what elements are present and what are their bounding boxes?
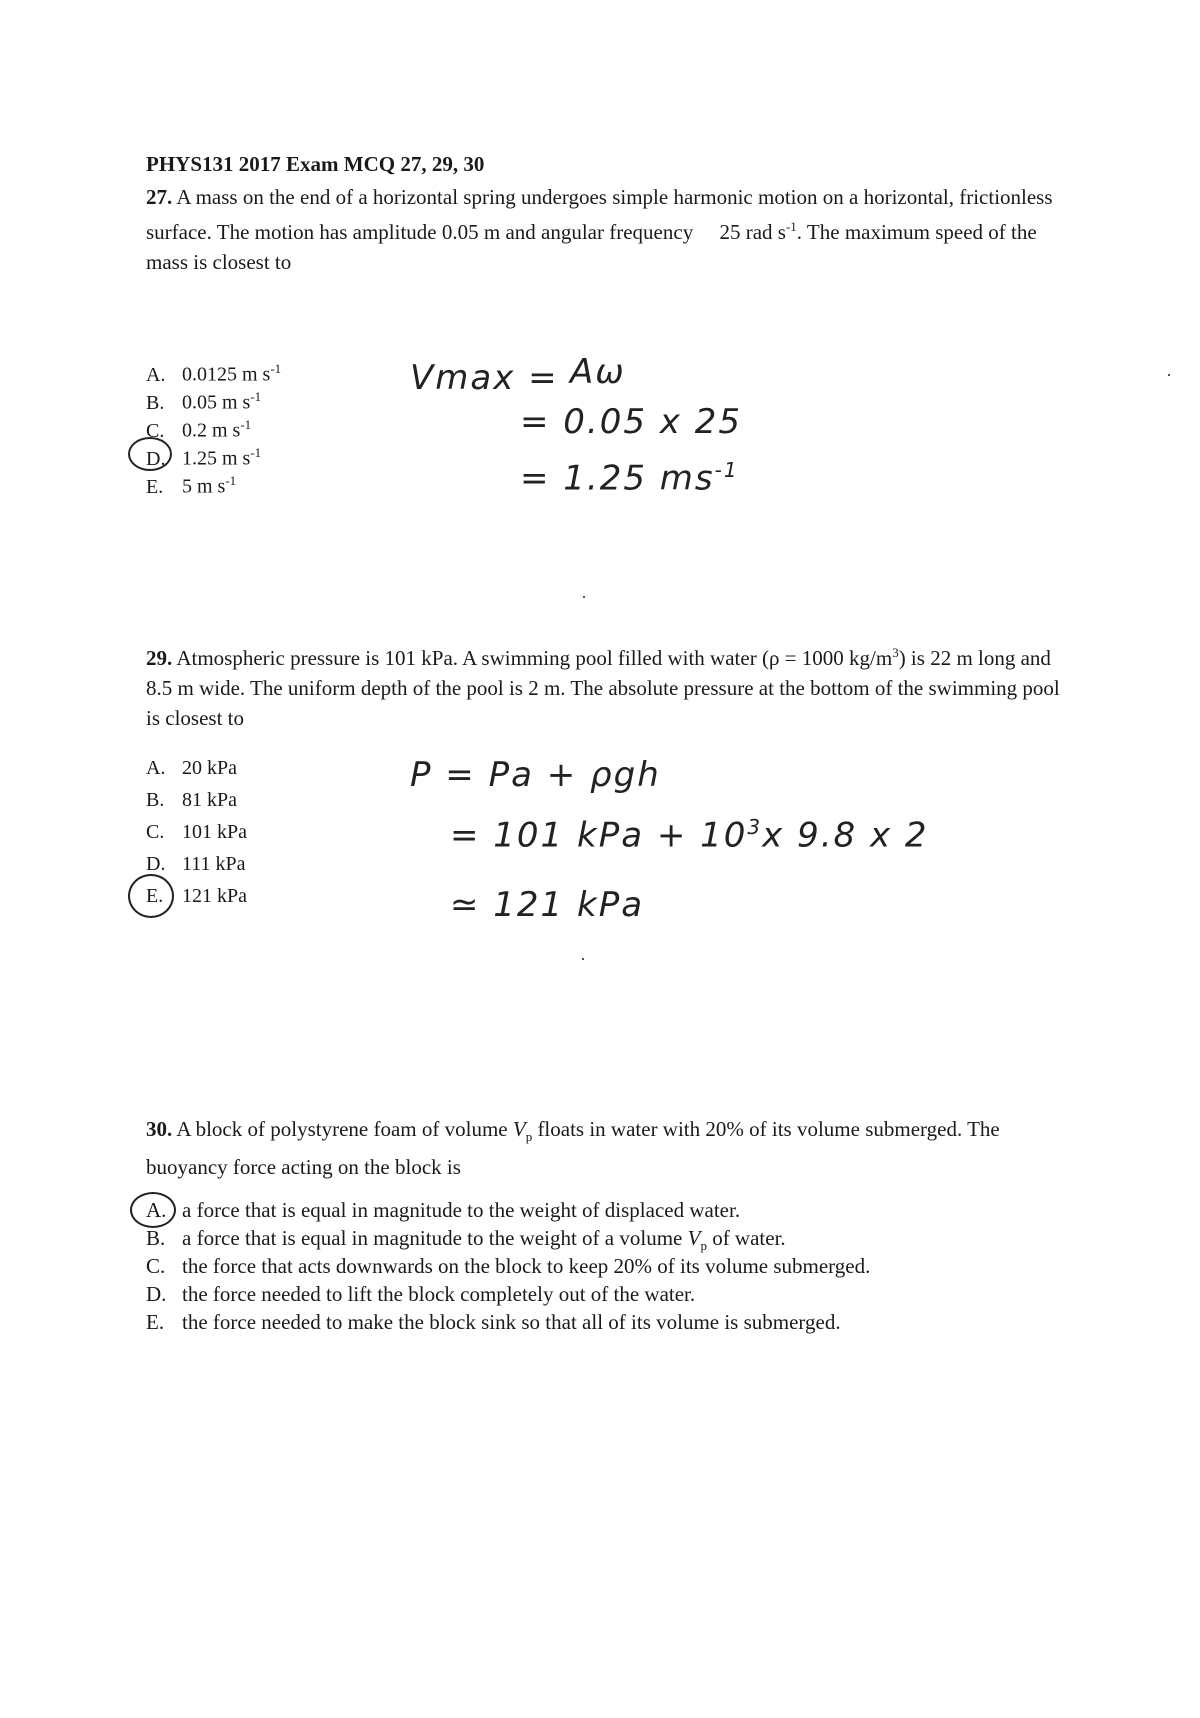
- question-27-frequency-exp: -1: [785, 219, 797, 234]
- question-29-density: ρ = 1000 kg/m: [768, 646, 893, 670]
- question-27-text: [146, 182, 1066, 277]
- scan-speck: [1168, 374, 1170, 376]
- q30-option-c[interactable]: C. the force that acts downwards on the block to keep 20% of its volume submerged.: [146, 1254, 871, 1278]
- q29-work-line3: ≃ 121 kPa: [450, 885, 645, 925]
- page-title: PHYS131 2017 Exam MCQ 27, 29, 30: [146, 152, 485, 176]
- question-29-text: [146, 638, 1066, 733]
- question-30-options: [146, 1196, 870, 1336]
- scan-speck: [582, 958, 584, 960]
- question-30-volume: V: [512, 1117, 526, 1141]
- q29-option-a[interactable]: A. 20 kPa: [146, 757, 237, 779]
- question-30-body-1: A block of polystyrene foam of volume: [176, 1117, 508, 1141]
- question-29-body-1: Atmospheric pressure is 101 kPa. A swimming pool filled with water (: [176, 646, 769, 670]
- q27-work-line1-rhs: Aω: [570, 352, 626, 392]
- question-27-body-1: A mass on the end of a horizontal spring undergoes simple harmonic motion on a horizontal, frictionless surface. The motion has amplitude 0.05 m and angular frequency: [146, 185, 1053, 244]
- q27-option-e[interactable]: E. 5 m $s^{-1}$: [146, 473, 237, 498]
- question-29-body-2: ) is 22 m long and 8.5 m wide. The uniform depth of the pool is 2 m. The absolute pressure at the bottom of the swimming pool is closest to: [146, 646, 1060, 730]
- q27-option-c[interactable]: C. 0.2 m $s^{-1}$: [146, 417, 252, 442]
- question-29-number: 29.: [146, 646, 173, 670]
- q29-option-d[interactable]: D. 111 kPa: [146, 853, 246, 875]
- q29-work-line2: = 101 kPa + $10^3x$ 9.8 x 2: [450, 815, 929, 856]
- q29-option-e[interactable]: E. 121 kPa: [146, 880, 247, 912]
- question-30-volume-sub: p: [525, 1129, 533, 1145]
- q29-option-b[interactable]: B. 81 kPa: [146, 789, 237, 811]
- question-27-options: [146, 355, 282, 498]
- q27-option-b[interactable]: B. 0.05 m $s^{-1}$: [146, 389, 262, 414]
- question-29-density-exp: 3: [892, 645, 899, 660]
- question-27-frequency: 25 rad s: [719, 220, 786, 244]
- q29-work-line1: P = Pa + ρgh: [410, 755, 661, 795]
- q27-option-d[interactable]: D. 1.25 m $s^{-1}$: [146, 439, 281, 467]
- q30-option-d[interactable]: D. the force needed to lift the block completely out of the water.: [146, 1282, 696, 1306]
- question-30-number: 30.: [146, 1117, 173, 1141]
- q27-option-a[interactable]: A. 0.0125 m $s^{-1}$: [146, 361, 282, 386]
- q30-option-e[interactable]: E. the force needed to make the block sink so that all of its volume is submerged.: [146, 1310, 841, 1334]
- scan-speck: [583, 596, 585, 598]
- q30-option-b[interactable]: B. a force that is equal in magnitude to the weight of a volume $V_p$ of water.: [146, 1226, 786, 1254]
- question-27-number: 27.: [146, 185, 173, 209]
- question-30-body-2: floats in water with 20% of its volume submerged. The buoyancy force acting on the block is: [146, 1117, 1000, 1180]
- q29-option-c[interactable]: C. 101 kPa: [146, 821, 247, 843]
- question-27-body-2: . The maximum speed of the mass is closest to: [146, 220, 1037, 274]
- q30-option-a[interactable]: A. a force that is equal in magnitude to the weight of displaced water.: [146, 1196, 870, 1224]
- question-29-options: [146, 752, 247, 912]
- q27-work-line1-lhs: Vmax =: [410, 358, 559, 398]
- question-30-text: [146, 1114, 1066, 1182]
- q27-work-line3: = 1.25 $ms^{-1}$: [520, 458, 739, 499]
- q27-work-line2: = 0.05 x 25: [520, 402, 742, 442]
